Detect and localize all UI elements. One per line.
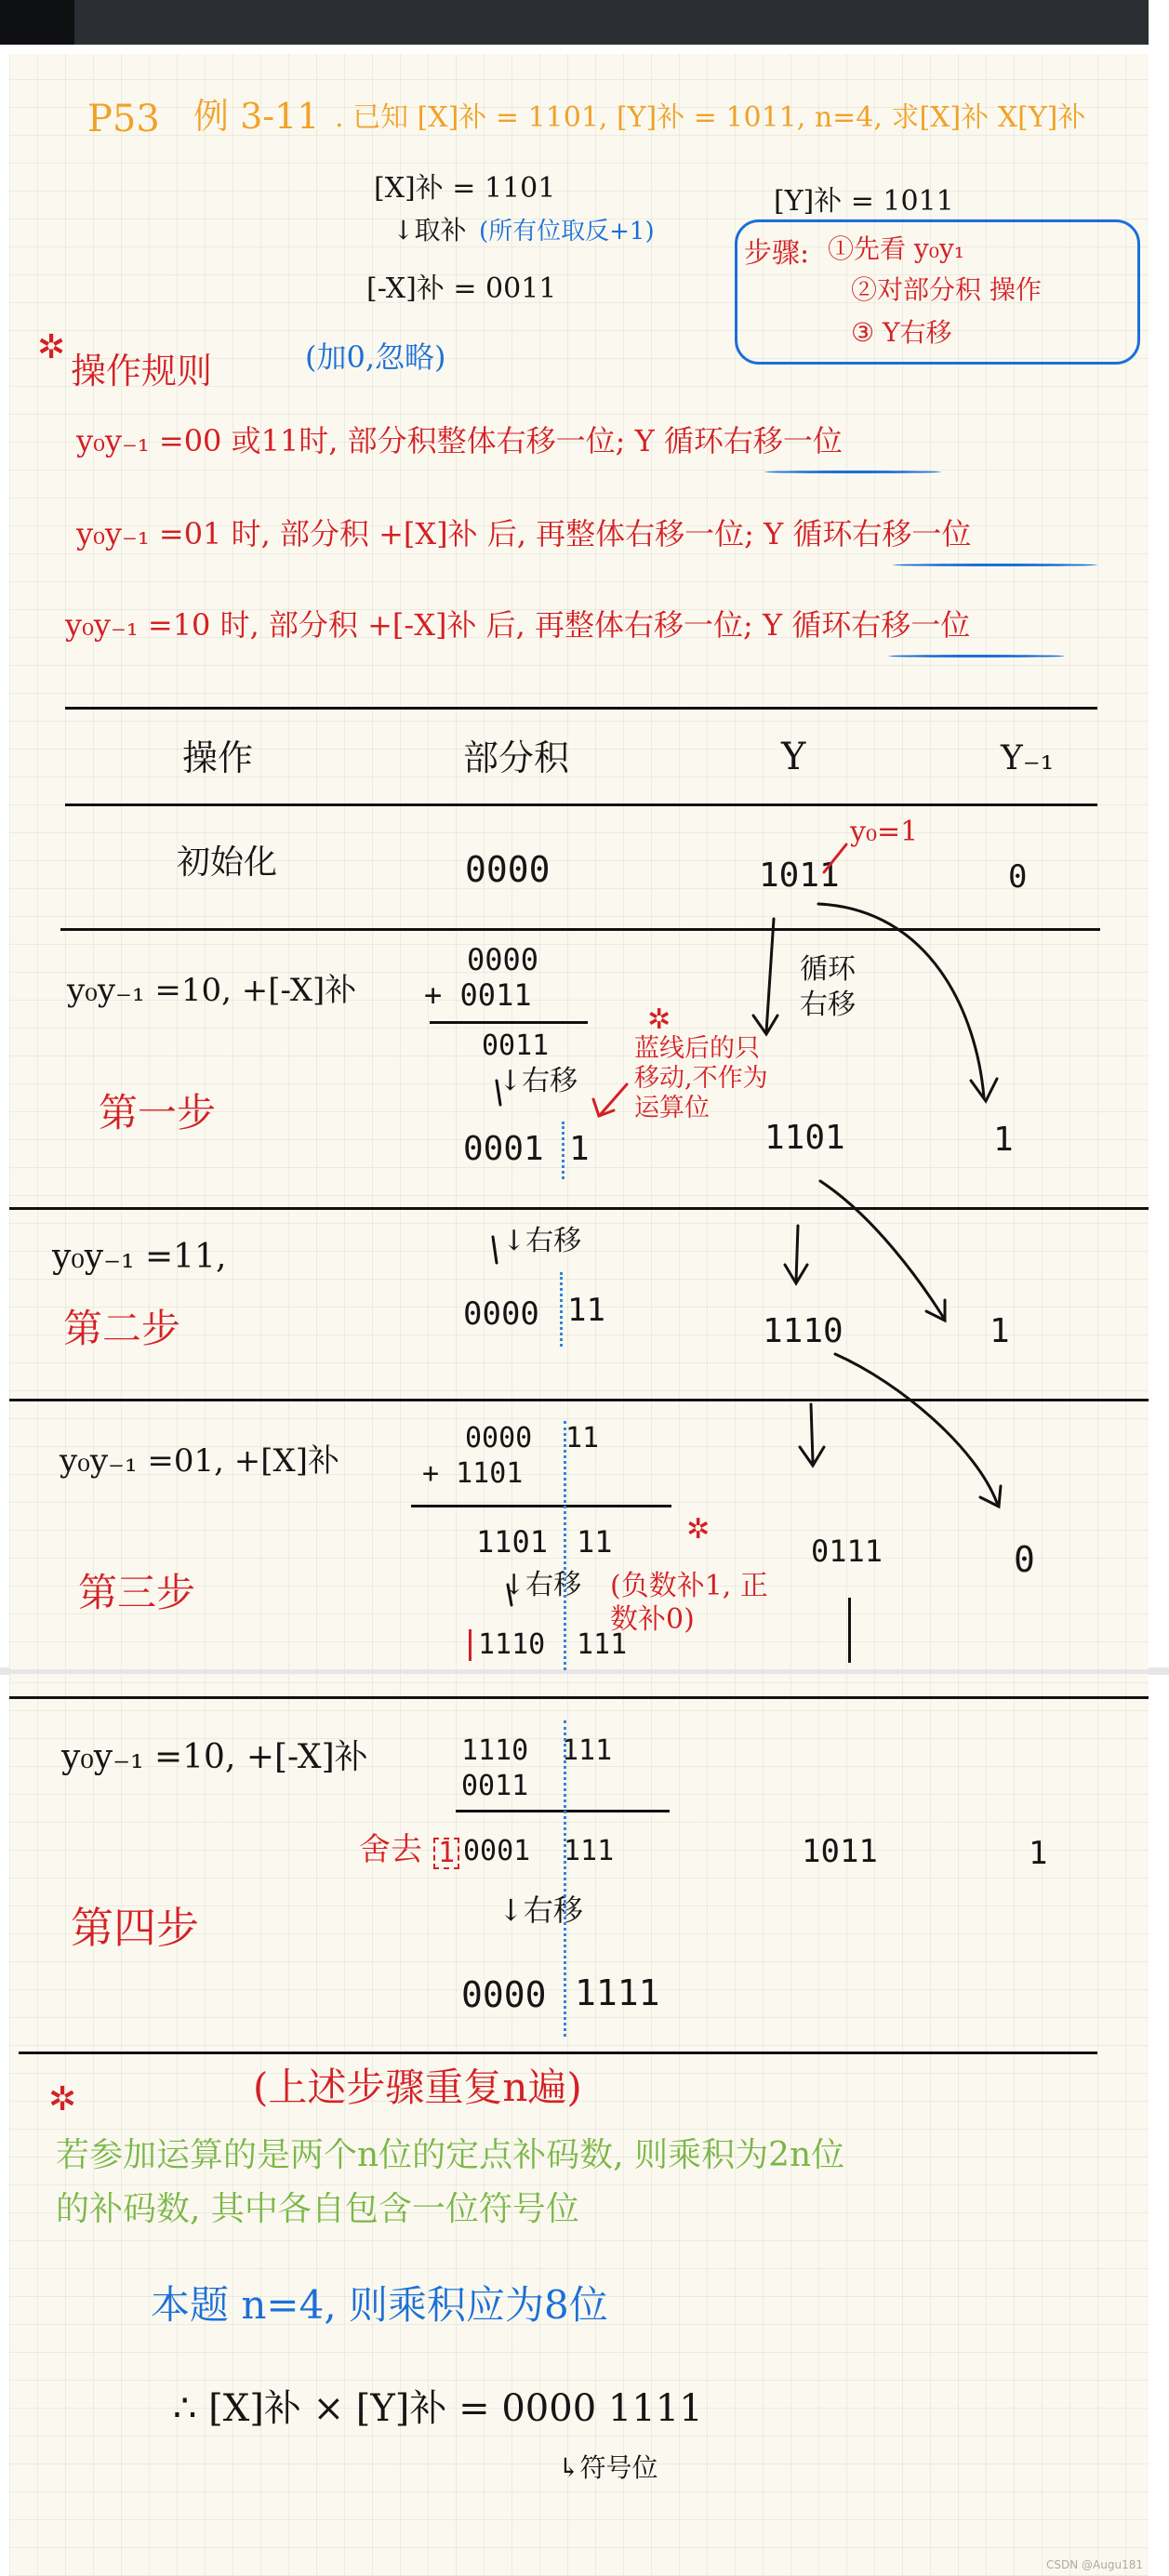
step4-addend-a: 1110	[461, 1734, 529, 1767]
step2-condition: y₀y₋₁ =11,	[52, 1238, 227, 1276]
notes-page-1	[9, 54, 1149, 1670]
step4-sum-tail: 111	[564, 1835, 615, 1867]
watermark: CSDN @Augu181	[1046, 2558, 1143, 2571]
star-icon: ✲	[37, 328, 66, 366]
x-complement: [X]补 = 1101	[374, 172, 556, 205]
step1-result-tail: 1	[569, 1130, 590, 1168]
step1-star-icon: ✲	[647, 1003, 671, 1036]
step4-shift: ↓右移	[498, 1892, 583, 1928]
step4-label: 第四步	[71, 1903, 199, 1953]
step-1-note: ①先看 y₀y₁	[828, 233, 964, 264]
step1-sum: 0011	[482, 1029, 550, 1062]
step2-shift: ↓右移	[502, 1225, 582, 1257]
step1-addend-a: 0000	[467, 942, 539, 977]
step3-y-result: 0111	[811, 1534, 883, 1569]
header-y: Y	[781, 736, 806, 778]
step3-star-icon: ✲	[686, 1513, 711, 1546]
notes-page-2	[9, 1674, 1149, 2576]
page-number: P53	[87, 98, 160, 140]
step4-result: 0000	[461, 1974, 547, 2015]
step4-y-result: 1011	[802, 1833, 878, 1870]
table-bottom-rule	[19, 2052, 1097, 2054]
neg-x-complement: [-X]补 = 0011	[366, 272, 557, 305]
step1-y-note-1: 循环	[800, 953, 856, 986]
step4-condition: y₀y₋₁ =10, +[-X]补	[61, 1738, 368, 1776]
viewer-top-bar	[0, 0, 1169, 45]
steps-label: 步骤:	[744, 237, 810, 270]
step4-discard-note: 舍去	[359, 1831, 422, 1868]
step2-y-minus-1: 1	[990, 1312, 1010, 1350]
step1-shift: ↓右移	[498, 1065, 578, 1097]
step3-condition: y₀y₋₁ =01, +[X]补	[60, 1442, 340, 1480]
step4-blue-divider	[564, 1720, 566, 2037]
rules-title: 操作规则	[71, 351, 213, 392]
step1-condition: y₀y₋₁ =10, +[-X]补	[67, 972, 357, 1009]
header-partial-product: 部分积	[463, 737, 570, 778]
step2-label: 第二步	[63, 1306, 181, 1351]
step3-shift-note: (负数补1, 正数补0)	[610, 1570, 768, 1636]
step3-shift: ↓右移	[502, 1569, 582, 1601]
init-y: 1011	[759, 856, 840, 895]
header-operation: 操作	[182, 737, 254, 778]
rule-01: y₀y₋₁ =01 时, 部分积 +[X]补 后, 再整体右移一位; Y 循环右移一位	[76, 516, 972, 551]
step3-result: 1110	[478, 1628, 546, 1661]
final-answer: ∴ [X]补 × [Y]补 = 0000 1111	[173, 2387, 703, 2430]
step3-addend-a: 0000	[465, 1422, 533, 1454]
step3-addend-a-tail: 11	[565, 1422, 600, 1454]
step2-result: 0000	[463, 1295, 539, 1333]
step1-y-result: 1101	[764, 1119, 845, 1157]
step-3-note: ③ Y右移	[851, 317, 952, 348]
step1-y-note-2: 右移	[800, 989, 856, 1021]
step1-label: 第一步	[99, 1090, 217, 1135]
right-margin	[1149, 0, 1169, 2576]
step3-label: 第三步	[78, 1570, 196, 1615]
step1-result: 0001	[463, 1130, 544, 1168]
conclusion-line-1: 若参加运算的是两个n位的定点补码数, 则乘积为2n位	[56, 2136, 845, 2174]
step3-sum: 1101	[476, 1524, 549, 1560]
step4-top-rule	[9, 1696, 1149, 1699]
header-y-minus-1: Y₋₁	[1001, 739, 1055, 777]
init-label: 初始化	[177, 843, 278, 882]
rule-00-11: y₀y₋₁ =00 或11时, 部分积整体右移一位; Y 循环右移一位	[76, 423, 843, 458]
init-y0-annotation: y₀=1	[850, 816, 919, 848]
step1-blue-line-note: 蓝线后的只移动,不作为运算位	[634, 1034, 768, 1122]
step4-carry-bit: 1	[433, 1838, 459, 1869]
step4-y-minus-1: 1	[1029, 1835, 1048, 1872]
step4-sum: 0001	[463, 1835, 531, 1867]
step2-y-result: 1110	[763, 1312, 844, 1350]
repeat-note: (上述步骤重复n遍)	[253, 2065, 582, 2110]
step1-addend-b: + 0011	[424, 977, 532, 1013]
example-number: 例 3-11	[193, 96, 320, 137]
step4-sum-rule	[456, 1810, 670, 1812]
step3-sum-tail: 11	[577, 1524, 613, 1560]
step4-addend-a-tail: 111	[562, 1734, 613, 1767]
complement-detail: (所有位取反+1)	[479, 218, 655, 246]
step3-y-minus-1: 0	[1014, 1539, 1035, 1580]
step1-y-minus-1: 1	[993, 1121, 1014, 1159]
step4-addend-b: 0011	[461, 1770, 529, 1802]
rule-10: y₀y₋₁ =10 时, 部分积 +[-X]补 后, 再整体右移一位; Y 循环右移一位	[65, 607, 971, 643]
init-partial: 0000	[465, 849, 551, 890]
rules-ignore-note: (加0,忽略)	[305, 339, 446, 375]
step-2-note: ②对部分积 操作	[851, 274, 1042, 305]
conclusion-star-icon: ✲	[48, 2080, 77, 2118]
sign-bit-note: ↳符号位	[558, 2452, 658, 2483]
viewer-top-left-block	[0, 0, 74, 45]
init-y-minus-1: 0	[1008, 858, 1028, 896]
conclusion-line-2: 的补码数, 其中各自包含一位符号位	[56, 2190, 579, 2228]
step3-addend-b: + 1101	[422, 1457, 524, 1490]
problem-statement: . 已知 [X]补 = 1101, [Y]补 = 1011, n=4, 求[X]补 X[Y]补	[335, 101, 1086, 134]
step3-result-tail: 111	[577, 1628, 628, 1661]
step4-result-tail: 1111	[575, 1972, 660, 2013]
conclusion-n-note: 本题 n=4, 则乘积应为8位	[151, 2282, 608, 2328]
arrow-overlay-page-1	[9, 54, 1149, 1670]
y-complement: [Y]补 = 1011	[774, 185, 954, 218]
step2-result-tail: 11	[567, 1292, 605, 1329]
take-complement-note: ↓取补	[392, 215, 467, 246]
